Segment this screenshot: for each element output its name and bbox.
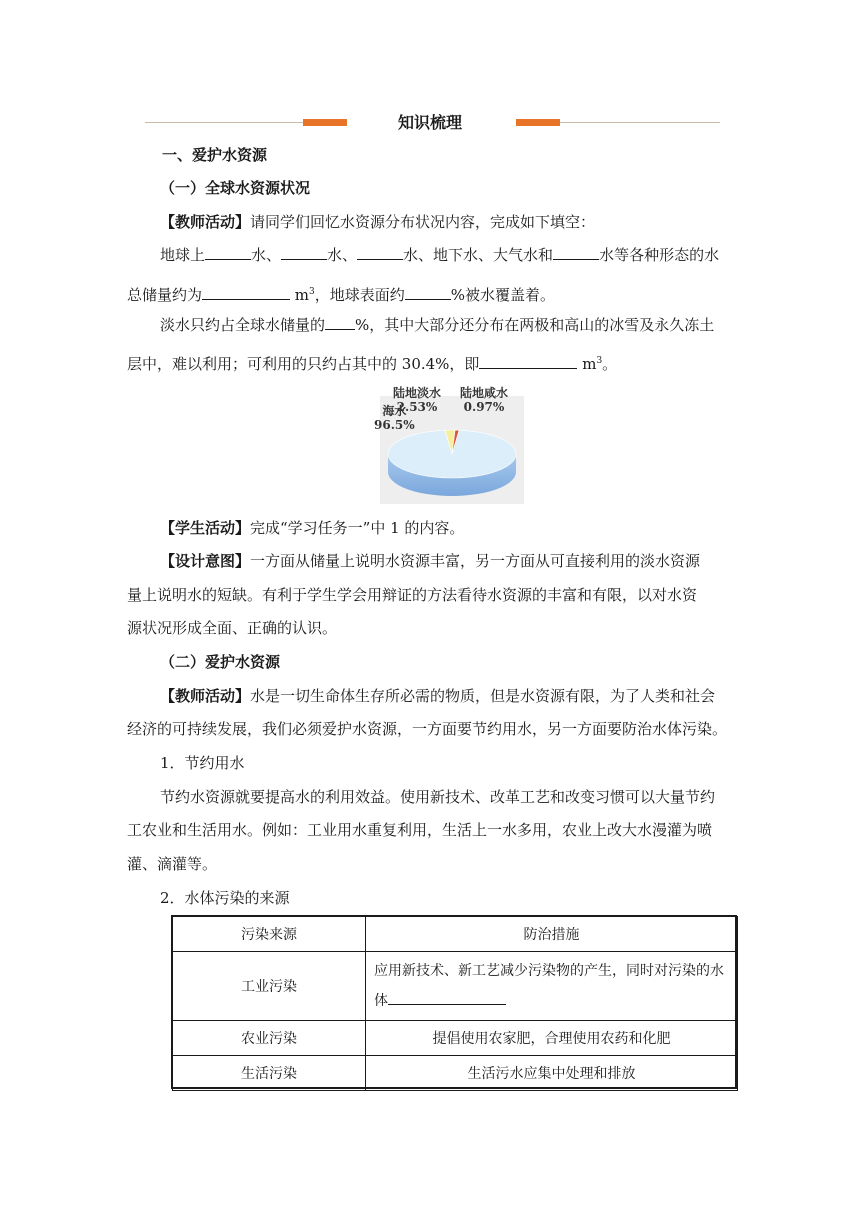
- table-cell: 生活污水应集中处理和排放: [366, 1056, 738, 1091]
- text: 水、: [327, 246, 358, 264]
- table-header-cell: 防治措施: [366, 917, 738, 952]
- text: 总储量约为: [127, 286, 203, 304]
- paragraph-text: 水是一切生命体生存所必需的物质，但是水资源有限，为了人类和社会: [250, 687, 716, 705]
- paragraph-line: 灌、滴灌等。: [127, 855, 218, 873]
- paragraph-line: 工农业和生活用水。例如：工业用水重复利用，生活上一水多用，农业上改大水漫灌为喷: [127, 821, 713, 839]
- answer-blank[interactable]: [357, 245, 403, 260]
- slice-value: 2.53%: [396, 400, 438, 414]
- water-distribution-pie-chart: [374, 378, 530, 508]
- slice-name: 海水: [382, 404, 407, 418]
- text: 。: [602, 355, 618, 373]
- header-rule-left: [145, 122, 305, 123]
- slice-name: 陆地咸水: [459, 386, 508, 400]
- paragraph-text: 完成“学习任务一”中 1 的内容。: [250, 519, 465, 537]
- list-item: 2．水体污染的来源: [160, 889, 290, 907]
- table-row: [173, 952, 738, 1021]
- subsection-heading: （二）爱护水资源: [160, 653, 281, 671]
- unit-exponent: 3: [596, 356, 603, 366]
- table-header-cell: 污染来源: [173, 917, 366, 952]
- fill-in-paragraph: [127, 281, 555, 306]
- text: %，其中大部分还分布在两极和高山的冰雪及永久冻土: [355, 316, 715, 334]
- paragraph: [160, 211, 595, 233]
- activity-tag: 【教师活动】: [160, 687, 251, 705]
- cell-text: 应用新技术、新工艺减少污染物的产生，同时对污染的水体: [374, 963, 724, 1009]
- text: ，地球表面约: [314, 286, 405, 304]
- activity-tag: 【设计意图】: [160, 552, 251, 570]
- table-row: [173, 1056, 738, 1091]
- fill-in-paragraph: [127, 350, 617, 375]
- text: 地球上: [160, 246, 206, 264]
- paragraph: [160, 685, 715, 707]
- answer-blank[interactable]: [281, 245, 327, 260]
- table-row: [173, 1021, 738, 1056]
- activity-tag: 【教师活动】: [160, 213, 251, 231]
- pollution-table: [172, 916, 738, 1091]
- pie-label-fresh: [392, 386, 442, 414]
- section-heading: 一、爱护水资源: [162, 146, 268, 164]
- activity-tag: 【学生活动】: [160, 519, 251, 537]
- text: 淡水只约占全球水储量的: [160, 316, 326, 334]
- fill-in-paragraph: [160, 244, 719, 266]
- header-accent-right: [516, 119, 560, 126]
- pie-label-salt: [454, 386, 514, 414]
- unit: m: [294, 286, 310, 304]
- text: 层中，难以利用；可利用的只约占其中的 30.4%，即: [127, 355, 480, 373]
- text: 水、地下水、大气水和: [403, 246, 554, 264]
- answer-blank[interactable]: [479, 354, 577, 369]
- page-title: 知识梳理: [397, 113, 462, 132]
- paragraph: [160, 550, 700, 572]
- unit: m: [582, 355, 597, 373]
- answer-blank[interactable]: [553, 245, 599, 260]
- table-cell: 农业污染: [173, 1021, 366, 1056]
- slice-value: 0.97%: [463, 400, 505, 414]
- paragraph-line: 量上说明水的短缺。有利于学生学会用辩证的方法看待水资源的丰富和有限，以对水资: [127, 586, 698, 604]
- answer-blank[interactable]: [202, 285, 290, 300]
- paragraph: [160, 517, 464, 539]
- slice-name: 陆地淡水: [392, 386, 441, 400]
- table-header-row: [173, 917, 738, 952]
- answer-blank[interactable]: [388, 990, 506, 1005]
- paragraph-line: 经济的可持续发展，我们必须爱护水资源，一方面要节约用水，另一方面要防治水体污染。: [127, 720, 728, 738]
- paragraph-text: 请同学们回忆水资源分布状况内容，完成如下填空：: [250, 213, 596, 231]
- text: 水等各种形态的水: [599, 246, 720, 264]
- slice-value: 96.5%: [374, 418, 415, 432]
- text: 水、: [251, 246, 282, 264]
- table-cell: 工业污染: [173, 952, 366, 1021]
- subsection-heading: （一）全球水资源状况: [160, 179, 311, 197]
- unit-exponent: 3: [309, 287, 315, 297]
- table-cell: 生活污染: [173, 1056, 366, 1091]
- header-rule-right: [560, 122, 720, 123]
- fill-in-paragraph: [160, 314, 714, 336]
- table-cell: [366, 952, 738, 1021]
- answer-blank[interactable]: [405, 285, 451, 300]
- paragraph-line: 源状况形成全面、正确的认识。: [127, 619, 338, 637]
- list-item: 1．节约用水: [160, 754, 245, 772]
- answer-blank[interactable]: [325, 315, 355, 330]
- paragraph-line: 节约水资源就要提高水的利用效益。使用新技术、改革工艺和改变习惯可以大量节约: [160, 788, 716, 806]
- paragraph-text: 一方面从储量上说明水资源丰富，另一方面从可直接利用的淡水资源: [250, 552, 701, 570]
- table-cell: 提倡使用农家肥，合理使用农药和化肥: [366, 1021, 738, 1056]
- text: %被水覆盖着。: [450, 286, 556, 304]
- answer-blank[interactable]: [205, 245, 251, 260]
